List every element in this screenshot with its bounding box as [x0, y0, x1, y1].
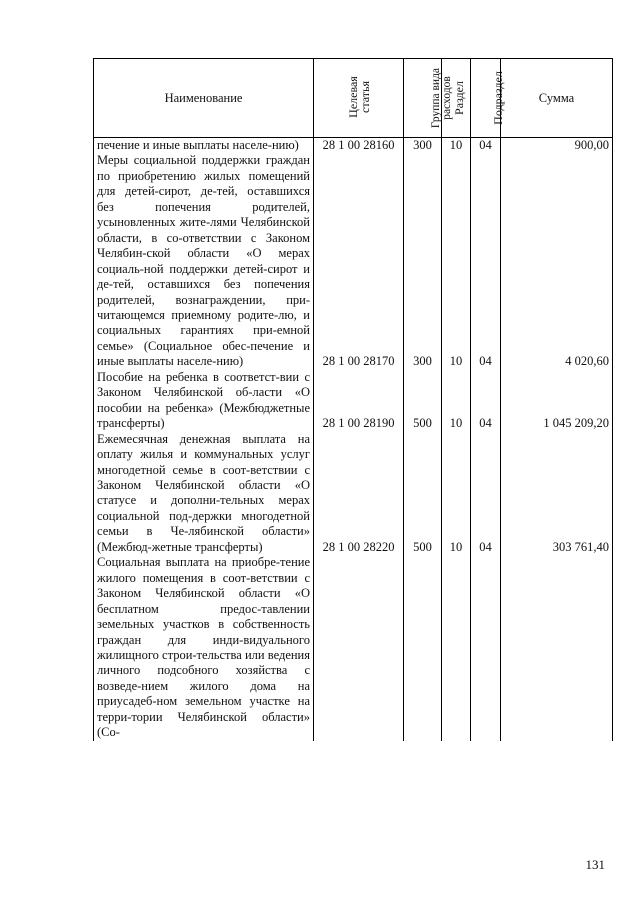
row-group: [404, 555, 442, 740]
row-target: 28 1 00 28170: [314, 153, 404, 369]
row-sum: 4 020,60: [501, 153, 613, 369]
row-name: Пособие на ребенка в соответст-вии с Законом Челябинской об-ласти «О пособии на ребенка» (Межбюджетные трансферты): [94, 370, 314, 432]
row-target: 28 1 00 28220: [314, 432, 404, 556]
row-subsection: [471, 555, 501, 740]
row-subsection: 04: [471, 370, 501, 432]
row-target: 28 1 00 28190: [314, 370, 404, 432]
row-sum: 303 761,40: [501, 432, 613, 556]
row-section: 10: [442, 432, 471, 556]
row-target: [314, 555, 404, 740]
header-section: Раздел: [442, 59, 471, 138]
header-name: Наименование: [94, 59, 314, 138]
row-section: 10: [442, 138, 471, 154]
row-name: Меры социальной поддержки граждан по приобретению жилых помещений для детей-сирот, де-тей, оставшихся без попечения родителей, усыновленных жите-лями Челябинской области, в со-ответствии с Законом Челябин-ской области «О мерах социаль-ной поддержки детей-сирот и де-тей, оставшихся без попечения родителей, вознаграждении, при-читающемся приемному родите-лю, и социальных гарантиях при-емной семье» (Социальное обес-печение и иные выплаты населе-нию): [94, 153, 314, 369]
header-group: Группа вида расходов: [404, 59, 442, 138]
table-row: [94, 370, 613, 432]
row-group: 300: [404, 138, 442, 154]
row-group: 300: [404, 153, 442, 369]
row-subsection: 04: [471, 138, 501, 154]
row-section: [442, 555, 471, 740]
page-number: 131: [585, 857, 605, 872]
row-group: 500: [404, 370, 442, 432]
header-subsection: Подраздел: [471, 59, 501, 138]
row-subsection: 04: [471, 432, 501, 556]
header-target: Целевая статья: [314, 59, 404, 138]
header-sum: Сумма: [501, 59, 613, 138]
table-header-row: [94, 59, 613, 138]
row-name: печение и иные выплаты населе-нию): [94, 138, 314, 154]
row-group: 500: [404, 432, 442, 556]
table-row: [94, 432, 613, 556]
table-row: [94, 555, 613, 740]
row-sum: 900,00: [501, 138, 613, 154]
row-sum: 1 045 209,20: [501, 370, 613, 432]
row-name: Социальная выплата на приобре-тение жилого помещения в соот-ветствии с Законом Челябинской области «О бесплатном предос-тавлении земельных участков в собственность граждан для инди-видуального жилищного строи-тельства или ведения личного подсобного хозяйства с возведе-нием жилого дома на приусадеб-ном земельном участке на терри-тории Челябинской области» (Со-: [94, 555, 314, 740]
row-target: 28 1 00 28160: [314, 138, 404, 154]
row-subsection: 04: [471, 153, 501, 369]
row-section: 10: [442, 370, 471, 432]
row-sum: [501, 555, 613, 740]
table-row: [94, 153, 613, 369]
row-section: 10: [442, 153, 471, 369]
table-row: [94, 138, 613, 154]
row-name: Ежемесячная денежная выплата на оплату жилья и коммунальных услуг многодетной семье в соот-ветствии с Законом Челябинской области «О статусе и дополни-тельных мерах социальной под-держки многодетной семьи в Че-лябинской области» (Межбюд-жетные трансферты): [94, 432, 314, 556]
budget-table: [93, 58, 613, 741]
